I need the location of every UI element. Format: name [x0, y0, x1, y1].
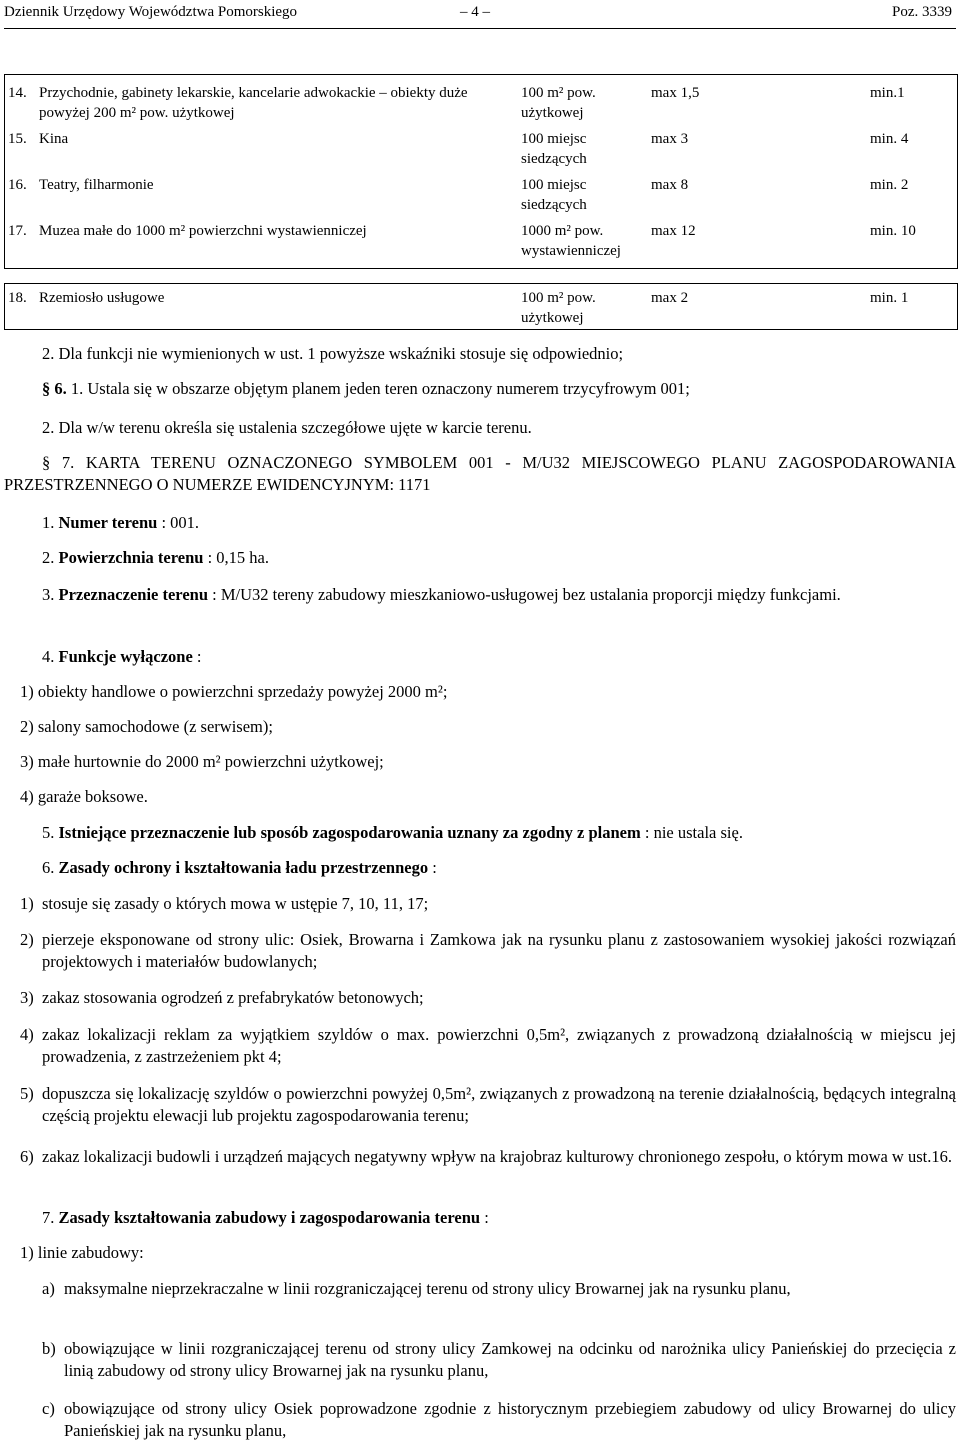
position-number: Poz. 3339	[892, 4, 952, 20]
sub-list-letter: b)	[42, 1339, 56, 1358]
item-5	[42, 822, 743, 844]
row-description: Przychodnie, gabinety lekarskie, kancelarie adwokackie – obiekty duże powyżej 200 m² pow. użytkowej	[39, 85, 468, 121]
section-7-heading: § 7. KARTA TERENU OZNACZONEGO SYMBOLEM 001 - M/U32 MIEJSCOWEGO PLANU ZAGOSPODAROWANIA PRZESTRZENNEGO O NUMERZE EWIDENCYJNYM: 1171	[4, 453, 956, 494]
sub-list-text: obowiązujące od strony ulicy Osiek poprowadzone zgodnie z historycznym przebiegiem zabudowy od ulicy Browarnej do ulicy Panieńskiej jak na rysunku planu,	[64, 1399, 956, 1440]
paragraph: 2. Dla w/w terenu określa się ustalenia szczegółowe ujęte w karcie terenu.	[42, 418, 532, 437]
item-value: :	[196, 647, 202, 666]
list-text: zakaz lokalizacji reklam za wyjątkiem szyldów o max. powierzchni 0,5m², związanych z prowadzoną działalnością w miejscu jej prowadzenia, z zastrzeżeniem pkt 4;	[42, 1025, 956, 1066]
item-label: Powierzchnia terenu	[58, 548, 204, 567]
list-text: dopuszcza się lokalizację szyldów o powierzchni powyżej 0,5m², związanych z prowadzoną na terenie działalnością, będących integralną częścią projektu elewacji lub projektu zagospodarowania terenu;	[42, 1084, 956, 1125]
row-description: Muzea małe do 1000 m² powierzchni wystawienniczej	[39, 223, 367, 239]
row-number: 18.	[8, 290, 27, 306]
row-unit: 1000 m² pow. wystawienniczej	[521, 223, 621, 259]
list-number: 4)	[20, 1025, 34, 1044]
item-label: Funkcje wyłączone	[58, 647, 193, 666]
item-2	[42, 547, 269, 569]
row-max: max 12	[651, 223, 696, 239]
row-min: min. 2	[870, 177, 909, 193]
sub-list-text: maksymalne nieprzekraczalne w linii rozgraniczającej terenu od strony ulicy Browarnej jak na rysunku planu,	[64, 1279, 791, 1298]
row-unit: 100 m² pow. użytkowej	[521, 290, 596, 326]
list-number: 6)	[20, 1147, 34, 1166]
item-4	[42, 646, 202, 668]
list-number: 2)	[20, 930, 34, 949]
sub-list-text: obowiązujące w linii rozgraniczającej terenu od strony ulicy Zamkowej na odcinku od narożnika ulicy Panieńskiej do przecięcia z linią zabudowy od strony ulicy Browarnej jak na rysunku planu,	[64, 1339, 956, 1380]
list-text: stosuje się zasady o których mowa w ustępie 7, 10, 11, 17;	[42, 894, 429, 913]
item-1	[42, 512, 199, 534]
row-max: max 2	[651, 290, 689, 306]
item-3	[4, 584, 956, 606]
row-number: 16.	[8, 177, 27, 193]
item-number: 7.	[42, 1208, 55, 1227]
row-max: max 8	[651, 177, 689, 193]
item-value: : M/U32 tereny zabudowy mieszkaniowo-usługowej bez ustalania proporcji między funkcjami.	[212, 585, 841, 604]
list-text: pierzeje eksponowane od strony ulic: Osiek, Browarna i Zamkowa jak na rysunku planu z zastosowaniem wysokiej jakości rozwiązań projektowych i materiałów budowlanych;	[42, 930, 956, 971]
item-6	[42, 857, 437, 879]
item-value: : 001.	[161, 513, 200, 532]
list-number: 3)	[20, 988, 34, 1007]
list-item: 2) salony samochodowe (z serwisem);	[20, 717, 273, 736]
page-number: – 4 –	[460, 4, 490, 20]
row-number: 17.	[8, 223, 27, 239]
parking-table-continued	[4, 283, 958, 330]
row-unit: 100 m² pow. użytkowej	[521, 85, 596, 121]
row-min: min. 1	[870, 290, 909, 306]
section-text: 1. Ustala się w obszarze objętym planem jeden teren oznaczony numerem trzycyfrowym 001;	[70, 379, 690, 398]
item-number: 6.	[42, 858, 55, 877]
list-item: 1) obiekty handlowe o powierzchni sprzedaży powyżej 2000 m²;	[20, 682, 448, 701]
item-7	[42, 1207, 489, 1229]
row-max: max 1,5	[651, 85, 700, 101]
sub-list-letter: c)	[42, 1399, 55, 1418]
item-number: 3.	[42, 585, 55, 604]
row-number: 15.	[8, 131, 27, 147]
list-item: 3) małe hurtownie do 2000 m² powierzchni użytkowej;	[20, 752, 384, 771]
list-number: 1)	[20, 894, 34, 913]
row-unit: 100 miejsc siedzących	[521, 177, 587, 213]
row-description: Kina	[39, 131, 69, 147]
list-item: 1) linie zabudowy:	[20, 1243, 144, 1262]
item-label: Istniejące przeznaczenie lub sposób zagospodarowania uznany za zgodny z planem	[58, 823, 641, 842]
item-number: 2.	[42, 548, 55, 567]
page-header	[0, 0, 960, 34]
item-label: Zasady ochrony i kształtowania ładu przestrzennego	[58, 858, 429, 877]
row-min: min. 4	[870, 131, 909, 147]
item-label: Zasady kształtowania zabudowy i zagospodarowania terenu	[58, 1208, 481, 1227]
row-max: max 3	[651, 131, 689, 147]
sub-list-letter: a)	[42, 1279, 55, 1298]
header-rule	[4, 28, 956, 29]
row-unit: 100 miejsc siedzących	[521, 131, 587, 167]
item-label: Przeznaczenie terenu	[58, 585, 208, 604]
item-label: Numer terenu	[58, 513, 158, 532]
row-description: Rzemiosło usługowe	[39, 290, 165, 306]
paragraph-section-6	[42, 378, 956, 400]
list-text: zakaz lokalizacji budowli i urządzeń mających negatywny wpływ na krajobraz kulturowy chronionego zespołu, o którym mowa w ust.16.	[42, 1147, 952, 1166]
item-number: 1.	[42, 513, 55, 532]
journal-title: Dziennik Urzędowy Województwa Pomorskiego	[4, 4, 298, 20]
row-description: Teatry, filharmonie	[39, 177, 154, 193]
row-min: min.1	[870, 85, 905, 101]
item-number: 5.	[42, 823, 55, 842]
item-number: 4.	[42, 647, 55, 666]
paragraph: 2. Dla funkcji nie wymienionych w ust. 1 powyższe wskaźniki stosuje się odpowiednio;	[42, 344, 624, 363]
item-value: : 0,15 ha.	[207, 548, 270, 567]
section-number: § 6.	[42, 379, 67, 398]
item-value: :	[432, 858, 437, 877]
row-min: min. 10	[870, 223, 916, 239]
list-item: 4) garaże boksowe.	[20, 787, 148, 806]
item-value: : nie ustala się.	[644, 823, 743, 842]
row-number: 14.	[8, 85, 27, 101]
list-text: zakaz stosowania ogrodzeń z prefabrykatów betonowych;	[42, 988, 424, 1007]
parking-table	[4, 74, 958, 269]
item-value: :	[484, 1208, 489, 1227]
list-number: 5)	[20, 1084, 34, 1103]
